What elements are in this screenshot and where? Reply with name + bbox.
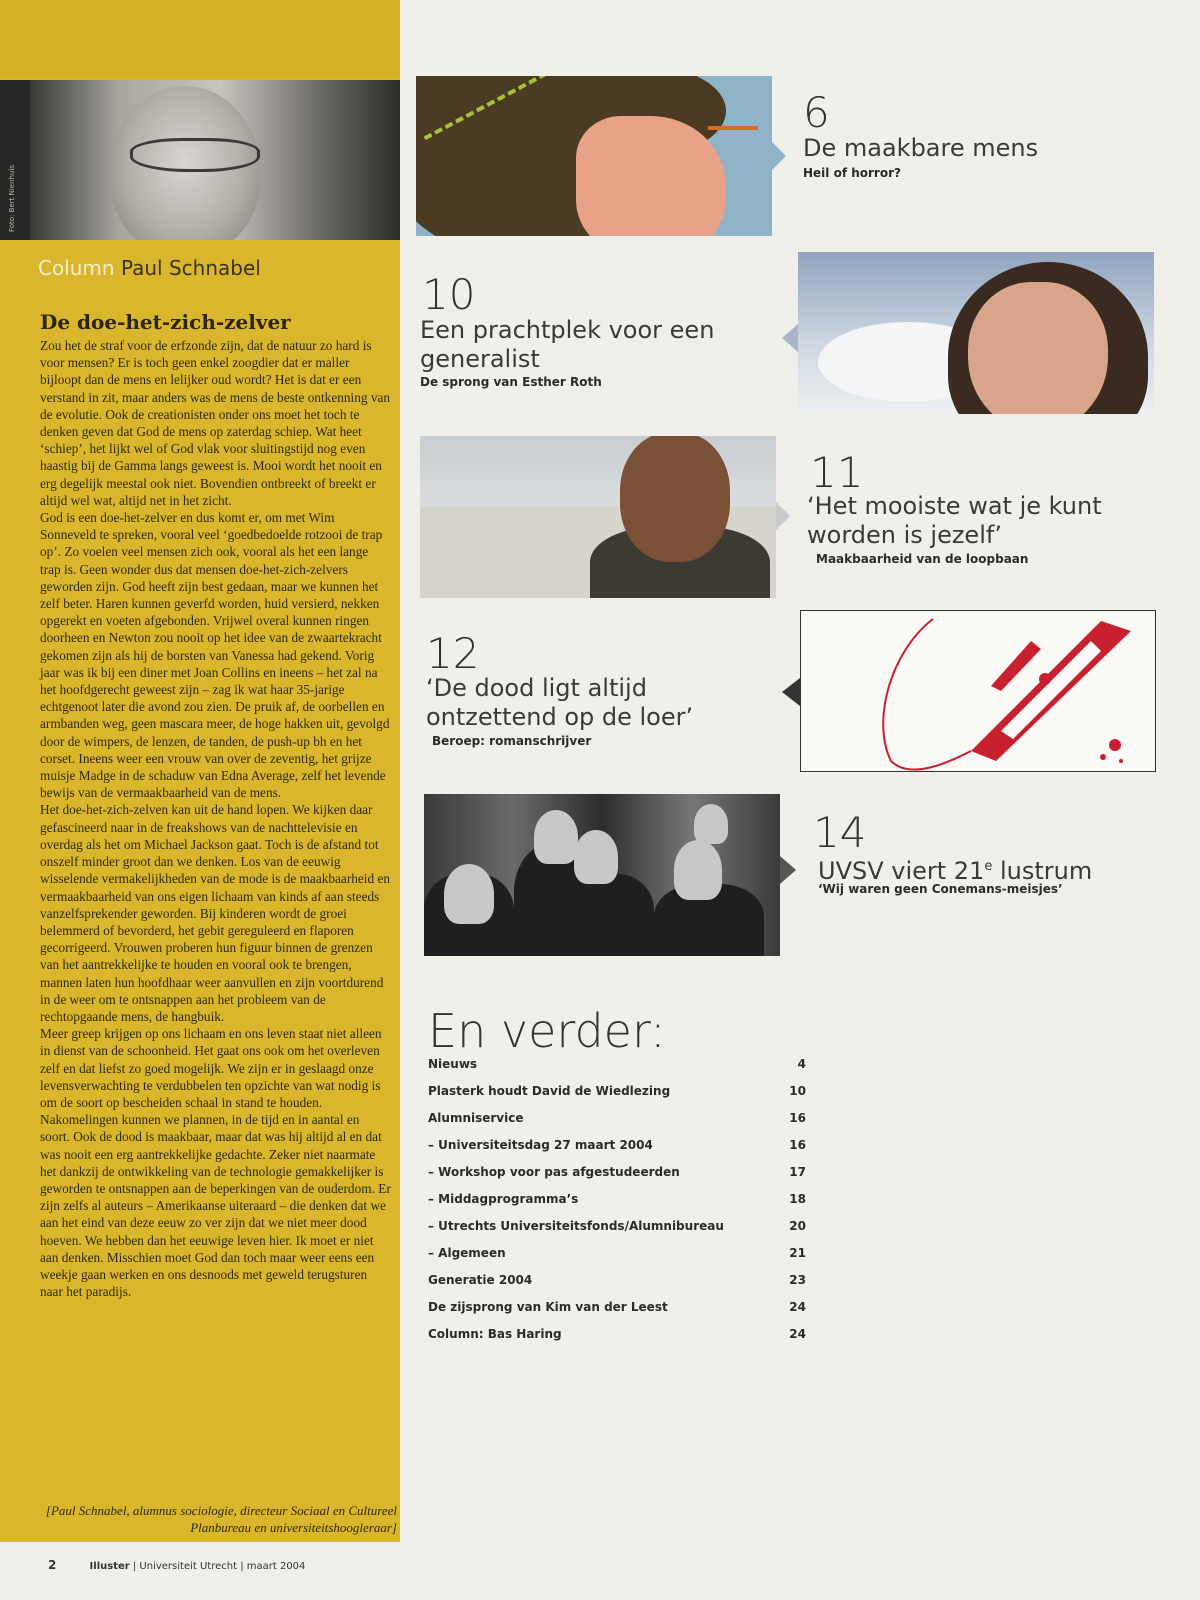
feature-14-title-sup: e xyxy=(984,859,993,874)
toc-page: 10 xyxy=(789,1084,806,1098)
toc-page: 24 xyxy=(789,1327,806,1341)
toc-label: – Utrechts Universiteitsfonds/Alumnibureau xyxy=(428,1219,724,1233)
toc-page: 4 xyxy=(797,1057,806,1071)
column-paragraph: Het doe-het-zich-zelven kan uit de hand lopen. We kijken daar gefascineerd naar in de freakshows van de nachttelevisie en overdag als het om Michael Jackson gaat. Toch is de afstand tot onszelf minder groot dan we denken. Los van de eeuwig wisselende vermakelijkheden van de mode is de maakbaarheid en vermaakbaarheid van ons eigen lichaam van kinds af aan steeds vanzelfsprekender geworden. Bij kinderen wordt de groei belemmerd of bevorderd, het gebit gereguleerd en flaporen gecorrigeerd. Vrouwen proberen hun figuur binnen de grenzen van het aantrekkelijke te houden en vooral ook te brengen, mannen laten hun hoofdhaar weer aanvullen en zijn voortdurend in de weer om te ontsnappen aan het probleem van de rechtopgaande mens, de hangbuik. xyxy=(40,802,391,1024)
author-glasses xyxy=(130,138,260,172)
toc-label: Nieuws xyxy=(428,1057,478,1071)
toc-page: 20 xyxy=(789,1219,806,1233)
fountain-pen-icon xyxy=(801,611,1157,773)
list-item[interactable] xyxy=(428,1327,806,1354)
list-item[interactable] xyxy=(428,1219,806,1246)
list-item[interactable] xyxy=(428,1138,806,1165)
man-face xyxy=(620,436,730,562)
feature-12-pointer-icon xyxy=(782,678,800,706)
feature-6-pointer-icon xyxy=(772,142,786,170)
toc-label: Column: Bas Haring xyxy=(428,1327,562,1341)
feature-6-subtitle: Heil of horror? xyxy=(803,166,901,180)
page-number: 2 xyxy=(48,1558,57,1572)
column-author: Paul Schnabel xyxy=(120,256,261,280)
page-footer xyxy=(48,1558,305,1572)
footer-issue: | Universiteit Utrecht | maart 2004 xyxy=(129,1561,306,1572)
crowd-person xyxy=(674,840,722,900)
column-signature: [Paul Schnabel, alumnus sociologie, directeur Sociaal en Cultureel Planbureau en universiteitshoogleraar] xyxy=(45,1503,397,1535)
crowd-person xyxy=(444,864,494,924)
feature-11-subtitle: Maakbaarheid van de loopbaan xyxy=(816,552,1029,566)
feature-14-number: 14 xyxy=(813,808,867,857)
column-body xyxy=(40,337,392,1300)
list-item[interactable] xyxy=(428,1300,806,1327)
photo-credit: Foto: Bert Nienhuis xyxy=(8,164,16,232)
toc-label: Plasterk houdt David de Wiedlezing xyxy=(428,1084,671,1098)
toc-page: 17 xyxy=(789,1165,806,1179)
feature-14-title-main: UVSV viert 21 xyxy=(818,857,985,885)
feature-14-title-end: lustrum xyxy=(992,857,1093,885)
list-item[interactable] xyxy=(428,1192,806,1219)
toc-page: 21 xyxy=(789,1246,806,1260)
feature-14-title[interactable] xyxy=(818,852,1092,886)
list-item[interactable] xyxy=(428,1057,806,1084)
feature-10-pointer-icon xyxy=(782,324,798,352)
toc-page: 16 xyxy=(789,1111,806,1125)
toc-page: 18 xyxy=(789,1192,806,1206)
magazine-name: Illuster xyxy=(89,1561,130,1572)
feature-14-crowd-photo[interactable] xyxy=(424,794,780,956)
column-kicker xyxy=(38,256,261,280)
feature-12-title[interactable]: ‘De dood ligt altijd ontzettend op de loer’ xyxy=(426,674,694,731)
column-paragraph: God is een doe-het-zelver en dus komt er, om met Wim Sonneveld te spreken, vooral veel ‘goedbedoelde rotzooi de trap op’. Zo voelen veel mensen zich ook, vooral als het een lange trap is. Geen wonder dus dat mensen doe-het-zich-zelvers geworden zijn. God heeft zijn best gedaan, maar we kunnen het zelf beter. Haren kunnen geverfd worden, huid versierd, nekken opgerekt en voeten afgebonden. Vrijwel overal kunnen ringen doorheen en Newton zou nooit op het idee van de zwaartekracht gekomen zijn als hij de borsten van Vanessa had gekend. Vorig jaar was ik bij een diner met Joan Collins en ineens – het zal na het hoofdgerecht geweest zijn – zag ik wat haar 35-jarige echtgenoot later die avond zou zien. De pruik af, de oorbellen en armbanden weg, geen mascara meer, de hoge hakken uit, gevolgd door de wimpers, de lenzen, de tanden, de push-up bh en het corset. Ineens weer een vrouw van over de zeventig, het grijze muisje Madge in de schaduw van Edna Average, zelf het levende bewijs van de vermaakbaarheid van de mens. xyxy=(40,510,390,801)
list-item[interactable] xyxy=(428,1111,806,1138)
toc-label: – Universiteitsdag 27 maart 2004 xyxy=(428,1138,653,1152)
crowd-person xyxy=(534,810,578,864)
toc-label: De zijsprong van Kim van der Leest xyxy=(428,1300,668,1314)
feature-6-title[interactable]: De maakbare mens xyxy=(803,134,1039,162)
feature-6-number: 6 xyxy=(803,88,830,137)
feature-11-pointer-icon xyxy=(776,502,790,530)
column-paragraph: Meer greep krijgen op ons lichaam en ons leven staat niet alleen in dienst van de schoonheid. Het gaat ons ook om het overleven zelf en dat liefst zo goed mogelijk. We zijn er in geslaagd onze levensverwachting te verdubbelen ten opzichte van wat nodig is om de soort op bescheiden schaal in stand te houden. Nakomelingen kunnen we plannen, in de tijd en in aantal en soort. Ook de dood is maakbaar, maar dat was hij altijd al en dat was nooit een erg aantrekkelijke gedachte. Zeker niet naarmate het dankzij de ontwikkeling van de technologie gemakkelijker is geworden te ontsnappen aan de beperkingen van de ouderdom. Er zijn zelfs al auteurs – Amerikaanse uiteraard – die denken dat we aan het eind van deze eeuw zo ver zijn dat we niet meer dood hoeven. We hebben dan het eeuwige leven hier. Ik moet er niet aan denken. Misschien moet God dan toch maar weer eens een weekje gaan werken en ons desnoods met geweld terugsturen naar het paradijs. xyxy=(40,1026,391,1300)
column-paragraph: Zou het de straf voor de erfzonde zijn, dat de natuur zo hard is voor mensen? Er is toch geen enkel zoogdier dat er maller bijloopt dan de mens en lelijker oud wordt? Het is dat er een verstand in zit, maar anders was de mens de beste ontkenning van de evolutie. Ook de creationisten onder ons moet het toch te denken geven dat God de mens op zaterdag schiep. Wat heet ‘schiep’, het lijkt wel of God vlak voor sluitingstijd nog even haastig bij de Gamma langs geweest is. Mooi wordt het nooit en erg degelijk meestal ook niet. Bovendien ontbreekt of breekt er altijd wel wat, altijd net in het zicht. xyxy=(40,338,391,508)
toc-label: – Middagprogramma’s xyxy=(428,1192,579,1206)
feature-6-illustration[interactable] xyxy=(416,76,772,236)
toc-page: 23 xyxy=(789,1273,806,1287)
toc-page: 16 xyxy=(789,1138,806,1152)
feature-14-subtitle: ‘Wij waren geen Conemans-meisjes’ xyxy=(818,882,1063,896)
list-item[interactable] xyxy=(428,1084,806,1111)
crowd-person xyxy=(694,804,728,844)
list-item[interactable] xyxy=(428,1246,806,1273)
woman-face xyxy=(968,282,1108,414)
crowd-coat xyxy=(564,874,654,956)
toc-label: Generatie 2004 xyxy=(428,1273,533,1287)
feature-11-photo[interactable] xyxy=(420,436,776,598)
en-verder-list xyxy=(428,1057,806,1354)
feature-12-number: 12 xyxy=(426,629,480,678)
feature-11-number: 11 xyxy=(810,448,864,497)
column-top-strip xyxy=(0,0,400,78)
feature-12-subtitle: Beroep: romanschrijver xyxy=(432,734,592,748)
toc-page: 24 xyxy=(789,1300,806,1314)
author-photo xyxy=(0,80,400,240)
list-item[interactable] xyxy=(428,1273,806,1300)
feature-11-title[interactable]: ‘Het mooiste wat je kunt worden is jezelf’ xyxy=(807,492,1102,549)
column-title: De doe-het-zich-zelver xyxy=(40,310,291,334)
en-verder-title: En verder: xyxy=(428,1004,666,1058)
feature-10-title[interactable]: Een prachtplek voor een generalist xyxy=(420,316,715,373)
toc-label: – Workshop voor pas afgestudeerden xyxy=(428,1165,680,1179)
orange-arrow-icon xyxy=(708,126,758,130)
feature-14-pointer-icon xyxy=(780,856,796,884)
feature-10-number: 10 xyxy=(422,270,476,319)
feature-12-pen-drawing[interactable] xyxy=(800,610,1156,772)
toc-label: – Algemeen xyxy=(428,1246,506,1260)
crowd-person xyxy=(574,830,618,884)
column-kicker-label: Column xyxy=(38,256,115,280)
toc-label: Alumniservice xyxy=(428,1111,524,1125)
feature-10-photo[interactable] xyxy=(798,252,1154,414)
list-item[interactable] xyxy=(428,1165,806,1192)
feature-10-subtitle: De sprong van Esther Roth xyxy=(420,375,602,389)
